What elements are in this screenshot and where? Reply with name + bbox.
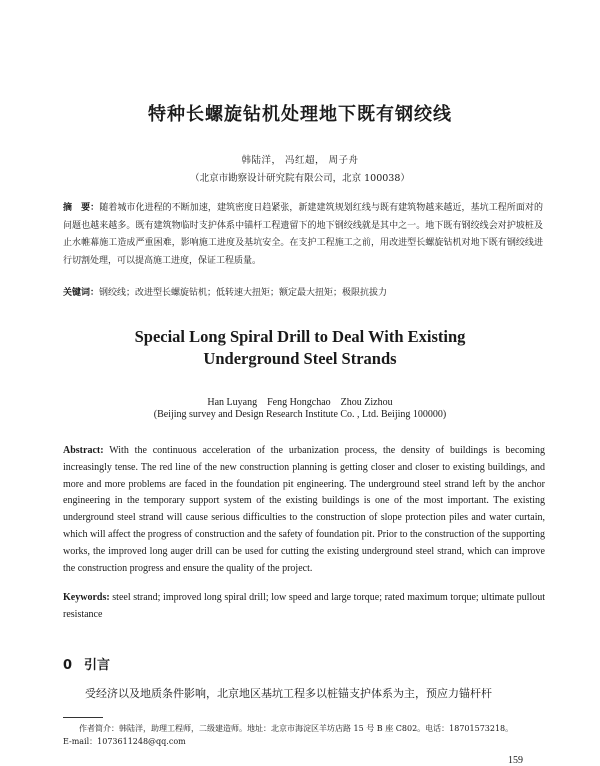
footnote-line-1: 作者简介：韩陆洋，助理工程师，二级建造师。地址：北京市海淀区羊坊店路 15 号 B 座 C802。电话：18701573218。 bbox=[79, 724, 514, 733]
footnote-line-2: E-mail：1073611248@qq.com bbox=[63, 737, 186, 746]
section-title: 引言 bbox=[84, 658, 111, 673]
chinese-keywords-text: 钢绞线；改进型长螺旋钻机；低转速大扭矩；额定最大扭矩；极限抗拔力 bbox=[99, 288, 388, 298]
chinese-abstract-text: 随着城市化进程的不断加速，建筑密度日趋紧张，新建建筑规划红线与既有建筑物越来越近，基坑工程所面对的问题也越来越多。既有建筑物临时支护体系中锚杆工程遗留下的地下钢绞线就是其中之一。地下既有钢绞线会对护坡桩及止水帷幕施工造成严重困难，影响施工进度及基坑安全。在支护工程施工之前，用改进型长螺旋钻机对地下既有钢绞线进行切割处理，可以提高施工进度，保证工程质量。 bbox=[63, 203, 543, 266]
chinese-abstract-label: 摘 要： bbox=[63, 203, 100, 213]
english-affiliation: (Beijing survey and Design Research Institute Co. , Ltd. Beijing 100000) bbox=[153, 409, 447, 420]
body-paragraph: 受经济以及地质条件影响，北京地区基坑工程多以桩锚支护体系为主，预应力锚杆杆 bbox=[85, 687, 492, 700]
english-authors: Han Luyang Feng Hongchao Zhou Zizhou bbox=[207, 397, 393, 408]
english-abstract-text: With the continuous acceleration of the urbanization process, the density of buildings is becoming increasingly tense. The red line of the new construction planning is getting closer and closer to existing buildings, and more and more problems are faced in the foundation pit engineering. The underground steel strand left by the anchor engineering in the temporary support system of the existing buildings is one of the most important. The existing underground steel strand will cause serious difficulties to the construction of slope protection piles and water curtain, which will affect the progress of construction and the safety of foundation pit. Prior to the construction of the supporting works, the improved long auger drill can be used for cutting the existing underground steel strand, which can improve the construction progress and ensure the quality of the project. bbox=[63, 445, 545, 574]
english-keywords bbox=[63, 590, 545, 624]
chinese-title: 特种长螺旋钻机处理地下既有钢绞线 bbox=[148, 104, 452, 125]
section-number: 0 bbox=[63, 658, 73, 673]
section-heading bbox=[63, 654, 110, 673]
chinese-affiliation: （北京市勘察设计研究院有限公司，北京 100038） bbox=[190, 173, 410, 184]
chinese-keywords-label: 关键词： bbox=[63, 288, 100, 298]
footnote-divider bbox=[63, 717, 103, 718]
english-title-line-2: Underground Steel Strands bbox=[203, 349, 397, 368]
english-title bbox=[0, 326, 600, 370]
chinese-abstract bbox=[63, 200, 543, 270]
chinese-keywords bbox=[63, 286, 543, 301]
page-number: 159 bbox=[508, 755, 523, 766]
english-abstract bbox=[63, 443, 545, 577]
chinese-authors: 韩陆洋， 冯红超， 周子舟 bbox=[241, 155, 359, 166]
english-keywords-text: steel strand; improved long spiral drill; low speed and large torque; rated maximum torque; ultimate pullout resistance bbox=[63, 592, 546, 620]
english-title-line-1: Special Long Spiral Drill to Deal With Existing bbox=[134, 327, 466, 346]
english-keywords-label: Keywords: bbox=[63, 592, 110, 603]
english-abstract-label: Abstract: bbox=[63, 445, 104, 456]
footnote bbox=[63, 722, 553, 748]
